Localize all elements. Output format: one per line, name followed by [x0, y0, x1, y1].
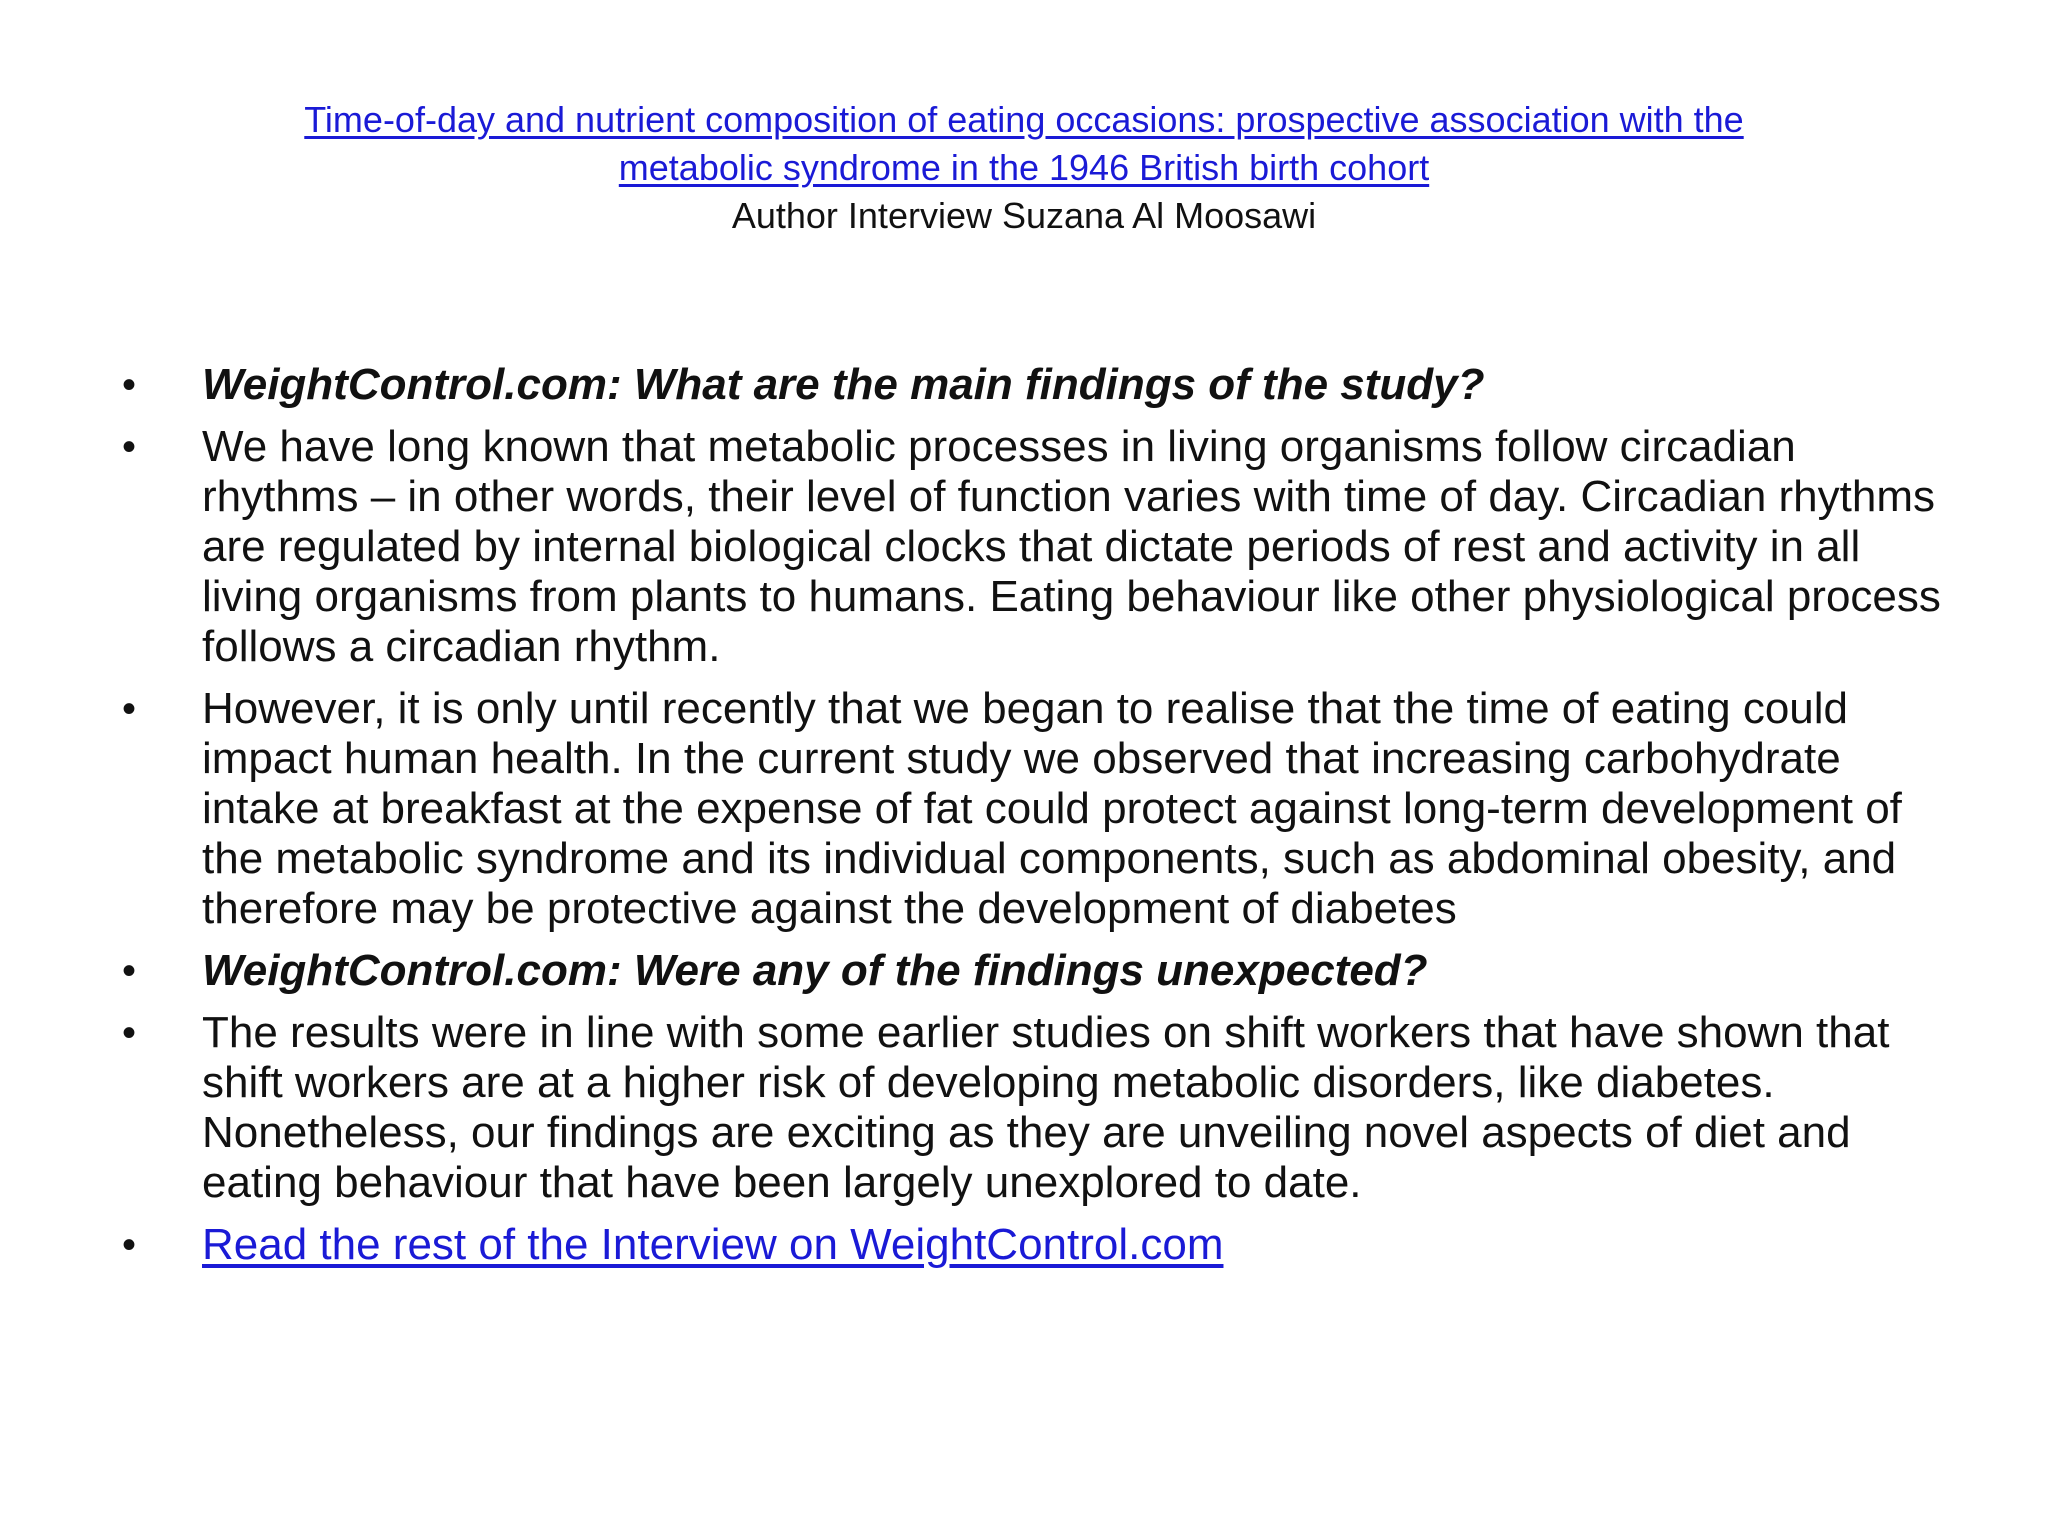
article-title-link[interactable]: Time-of-day and nutrient composition of eating occasions: prospective association with the metabolic syndrome in the 1946 British birth cohort	[304, 99, 1744, 188]
list-item-question-unexpected	[118, 946, 1948, 996]
list-item-answer-shift-workers	[118, 1008, 1948, 1208]
answer-text: However, it is only until recently that we began to realise that the time of eating could impact human health. In the current study we observed that increasing carbohydrate intake at breakfast at the expense of fat could protect against long-term development of the metabolic syndrome and its individual components, such as abdominal obesity, and therefore may be protective against the development of diabetes	[202, 684, 1902, 933]
list-item-answer-circadian	[118, 422, 1948, 672]
read-more-link[interactable]: Read the rest of the Interview on WeightControl.com	[202, 1220, 1224, 1269]
slide-header	[240, 96, 1808, 240]
bullet-icon: •	[122, 363, 137, 407]
answer-text: The results were in line with some earlier studies on shift workers that have shown that shift workers are at a higher risk of developing metabolic disorders, like diabetes. Nonetheless, our findings are exciting as they are unveiling novel aspects of diet and eating behaviour that have been largely unexplored to date.	[202, 1008, 1890, 1207]
bullet-icon: •	[122, 425, 137, 469]
bullet-list	[118, 360, 1948, 1282]
list-item-answer-breakfast	[118, 684, 1948, 934]
question-text: WeightControl.com: What are the main findings of the study?	[202, 360, 1485, 409]
bullet-icon: •	[122, 1223, 137, 1267]
answer-text: We have long known that metabolic processes in living organisms follow circadian rhythms – in other words, their level of function varies with time of day. Circadian rhythms are regulated by internal biological clocks that dictate periods of rest and activity in all living organisms from plants to humans. Eating behaviour like other physiological process follows a circadian rhythm.	[202, 422, 1941, 671]
bullet-icon: •	[122, 1011, 137, 1055]
bullet-icon: •	[122, 949, 137, 993]
bullet-icon: •	[122, 687, 137, 731]
list-item-read-more	[118, 1220, 1948, 1270]
question-text: WeightControl.com: Were any of the findings unexpected?	[202, 946, 1428, 995]
list-item-question-main-findings	[118, 360, 1948, 410]
author-line: Author Interview Suzana Al Moosawi	[731, 195, 1317, 236]
